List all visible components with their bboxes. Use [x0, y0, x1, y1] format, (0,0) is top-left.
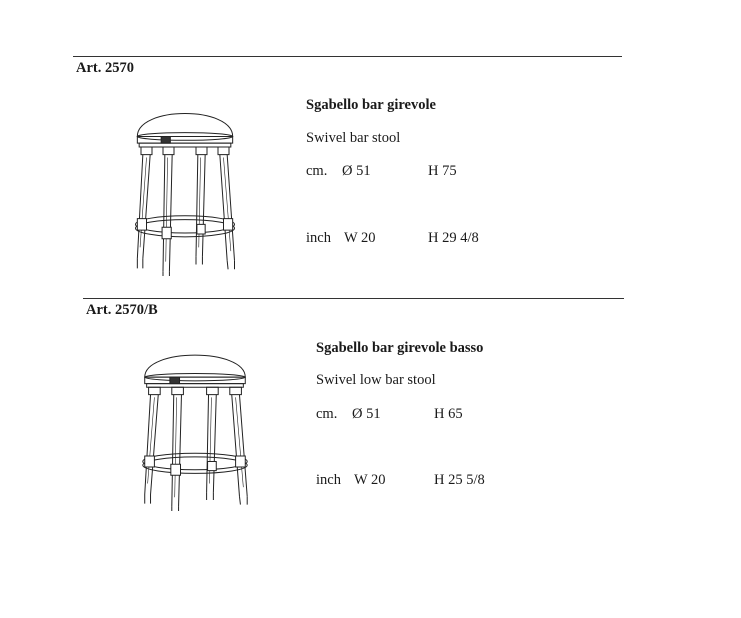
swivel-low-bar-stool-drawing: [137, 346, 253, 511]
article-number: Art. 2570: [76, 60, 134, 76]
cm-label: cm.: [306, 163, 328, 179]
inch-height: H 29 4/8: [428, 230, 479, 246]
inch-width: W 20: [354, 472, 386, 488]
section-divider-middle: [83, 298, 624, 299]
product-name-italian: Sgabello bar girevole: [306, 97, 436, 113]
cm-diameter: Ø 51: [342, 163, 371, 179]
section-divider-top: [73, 56, 622, 57]
cm-diameter: Ø 51: [352, 406, 381, 422]
inch-height: H 25 5/8: [434, 472, 485, 488]
product-name-english: Swivel bar stool: [306, 130, 401, 146]
inch-label: inch: [316, 472, 341, 488]
product-name-italian: Sgabello bar girevole basso: [316, 340, 484, 356]
product-name-english: Swivel low bar stool: [316, 372, 436, 388]
cm-height: H 75: [428, 163, 457, 179]
swivel-bar-stool-drawing: [130, 104, 240, 276]
article-number: Art. 2570/B: [86, 302, 158, 318]
inch-width: W 20: [344, 230, 376, 246]
cm-label: cm.: [316, 406, 338, 422]
cm-height: H 65: [434, 406, 463, 422]
inch-label: inch: [306, 230, 331, 246]
